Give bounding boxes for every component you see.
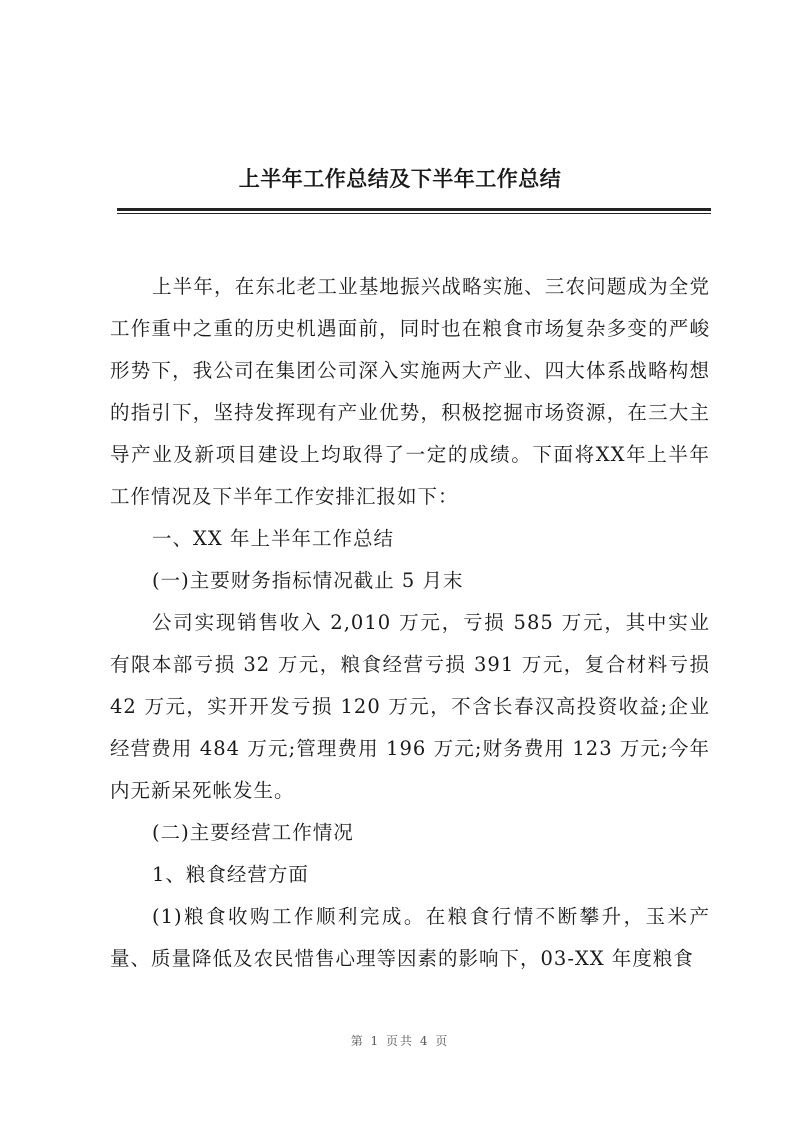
section-heading-1: 一、XX 年上半年工作总结 <box>152 527 394 550</box>
paragraph-financial: 公司实现销售收入 2,010 万元，亏损 585 万元，其中实业有限本部亏损 32 万元，粮食经营亏损 391 万元，复合材料亏损 42 万元，实开开发亏损 120 万元，不含长春汉高投资收益;企业经营费用 484 万元;管理费用 196 万元;财务费用 123 万元;今年内无新呆死帐发生。 <box>110 611 710 802</box>
page-footer: 第 1 页共 4 页 <box>350 1034 450 1048</box>
item-heading-grain: 1、粮食经营方面 <box>152 863 309 886</box>
subsection-heading-operations: (二)主要经营工作情况 <box>152 821 354 844</box>
title-divider <box>117 208 711 211</box>
subsection-heading-financial: (一)主要财务指标情况截止 5 月末 <box>152 569 464 592</box>
document-title: 上半年工作总结及下半年工作总结 <box>238 167 562 191</box>
document-body <box>110 266 710 980</box>
title-divider-thin <box>117 213 711 214</box>
paragraph-grain-purchase: (1)粮食收购工作顺利完成。在粮食行情不断攀升，玉米产量、质量降低及农民惜售心理等因素的影响下，03-XX 年度粮食 <box>110 905 710 970</box>
paragraph-intro: 上半年，在东北老工业基地振兴战略实施、三农问题成为全党工作重中之重的历史机遇面前，同时也在粮食市场复杂多变的严峻形势下，我公司在集团公司深入实施两大产业、四大体系战略构想的指引下，坚持发挥现有产业优势，积极挖掘市场资源，在三大主导产业及新项目建设上均取得了一定的成绩。下面将XX年上半年工作情况及下半年工作安排汇报如下： <box>110 275 710 508</box>
